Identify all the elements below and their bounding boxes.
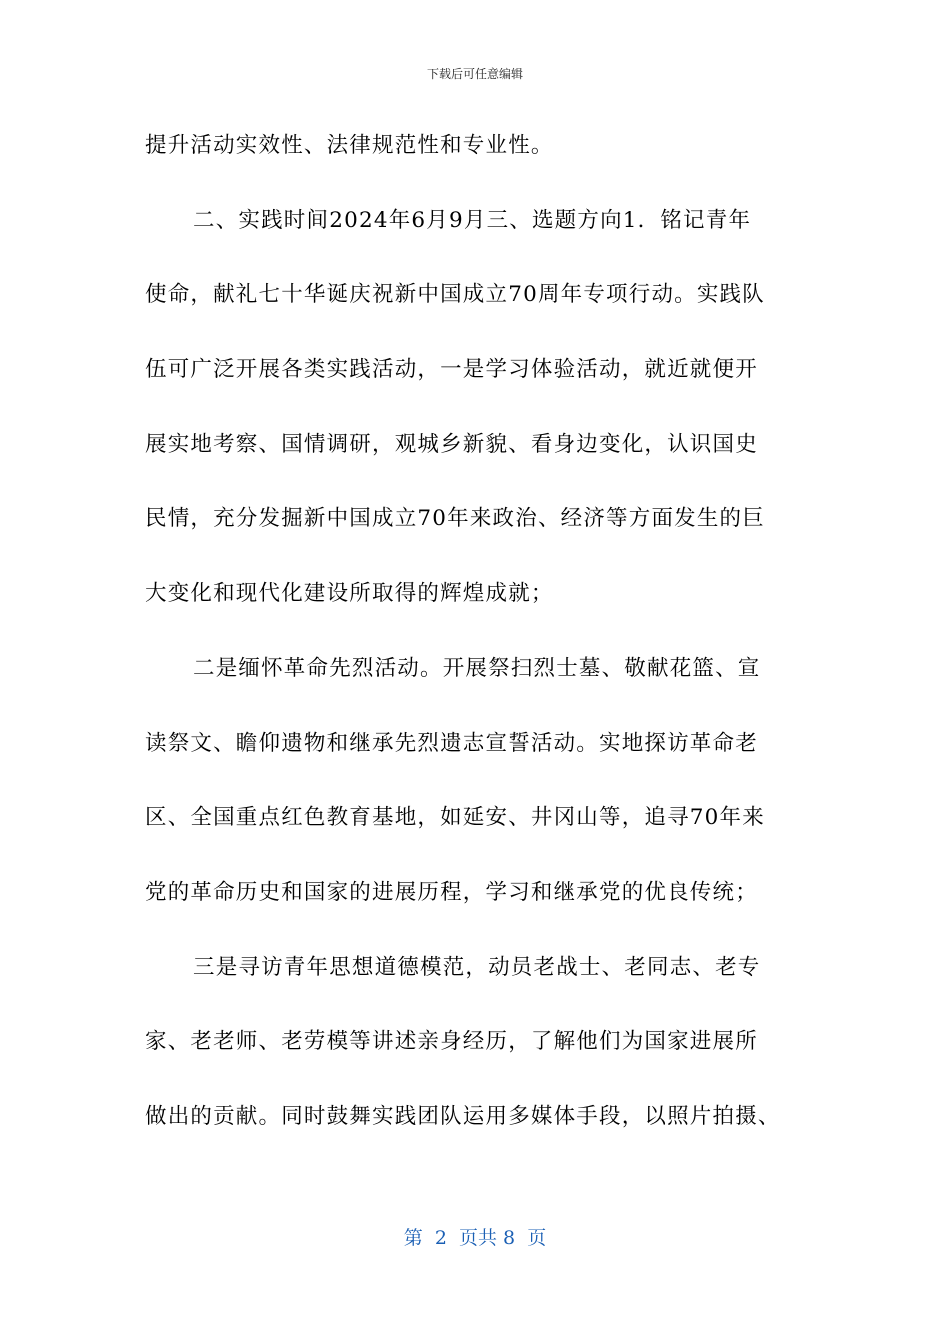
body-line: 读祭文、瞻仰遗物和继承先烈遗志宣誓活动。实地探访革命老 xyxy=(145,730,758,756)
document-body xyxy=(145,109,805,1155)
body-line: 展实地考察、国情调研，观城乡新貌、看身边变化，认识国史 xyxy=(145,431,758,457)
body-line: 三是寻访青年思想道德模范，动员老战士、老同志、老专 xyxy=(193,954,761,980)
body-line: 做出的贡献。同时鼓舞实践团队运用多媒体手段，以照片拍摄、 xyxy=(145,1103,781,1129)
body-line: 使命，献礼七十华诞庆祝新中国成立70周年专项行动。实践队 xyxy=(145,282,765,308)
page-number-footer: 第 2 页共 8 页 xyxy=(403,1227,547,1249)
body-line: 民情，充分发掘新中国成立70年来政治、经济等方面发生的巨 xyxy=(145,506,765,532)
body-line: 二是缅怀革命先烈活动。开展祭扫烈士墓、敬献花篮、宣 xyxy=(193,655,761,681)
body-line: 家、老老师、老劳模等讲述亲身经历，了解他们为国家进展所 xyxy=(145,1029,758,1055)
body-line: 区、全国重点红色教育基地，如延安、井冈山等，追寻70年来 xyxy=(145,805,765,831)
body-line: 党的革命历史和国家的进展历程，学习和继承党的优良传统； xyxy=(145,879,758,905)
body-line: 伍可广泛开展各类实践活动，一是学习体验活动，就近就便开 xyxy=(145,357,758,383)
download-edit-note: 下载后可任意编辑 xyxy=(426,67,523,81)
body-line: 提升活动实效性、法律规范性和专业性。 xyxy=(145,133,554,158)
body-line: 大变化和现代化建设所取得的辉煌成就； xyxy=(145,581,554,607)
body-line: 二、实践时间2024年6月9月三、选题方向1．铭记青年 xyxy=(193,207,752,233)
